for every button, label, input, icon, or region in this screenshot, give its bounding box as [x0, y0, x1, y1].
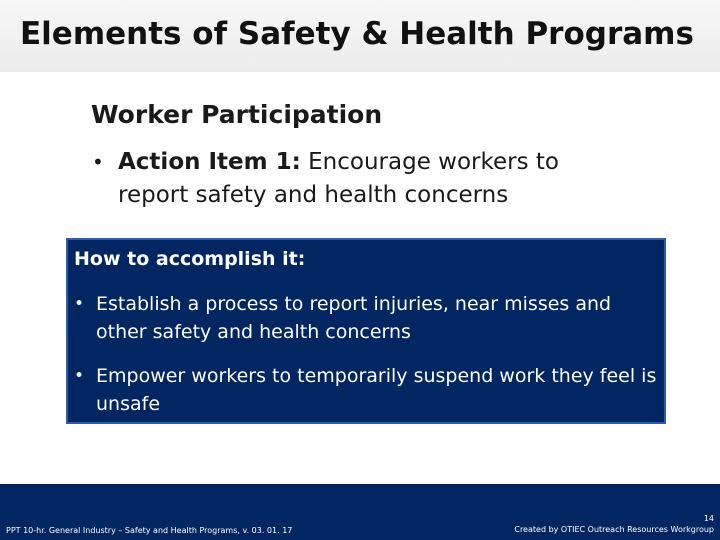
how-to-heading: How to accomplish it: [74, 248, 306, 270]
how-to-list [74, 290, 658, 434]
bullet-icon: • [74, 366, 85, 386]
bullet-icon: • [74, 294, 85, 314]
slide-subtitle: Worker Participation [91, 100, 383, 129]
list-item-text: Empower workers to temporarily suspend work they feel is unsafe [96, 365, 657, 415]
footer-credit: Created by OTIEC Outreach Resources Workgroup [514, 525, 714, 534]
bullet-icon: • [92, 150, 104, 174]
list-item-text: Establish a process to report injuries, near misses and other safety and health concerns [96, 293, 612, 343]
list-item [74, 290, 658, 346]
title-band [0, 0, 720, 72]
page-number: 14 [703, 514, 714, 523]
footer-bar [0, 484, 720, 540]
footer-course-info: PPT 10-hr. General Industry – Safety and Health Programs, v. 03. 01. 17 [6, 526, 293, 535]
action-item [92, 146, 632, 212]
slide-title: Elements of Safety & Health Programs [20, 16, 694, 52]
action-item-body: Encourage workers to report safety and health concerns [118, 149, 559, 208]
how-to-box [66, 238, 666, 424]
footer-right [514, 513, 714, 535]
action-item-text [118, 146, 632, 212]
action-item-label: Action Item 1: [118, 149, 301, 175]
list-item [74, 362, 658, 418]
